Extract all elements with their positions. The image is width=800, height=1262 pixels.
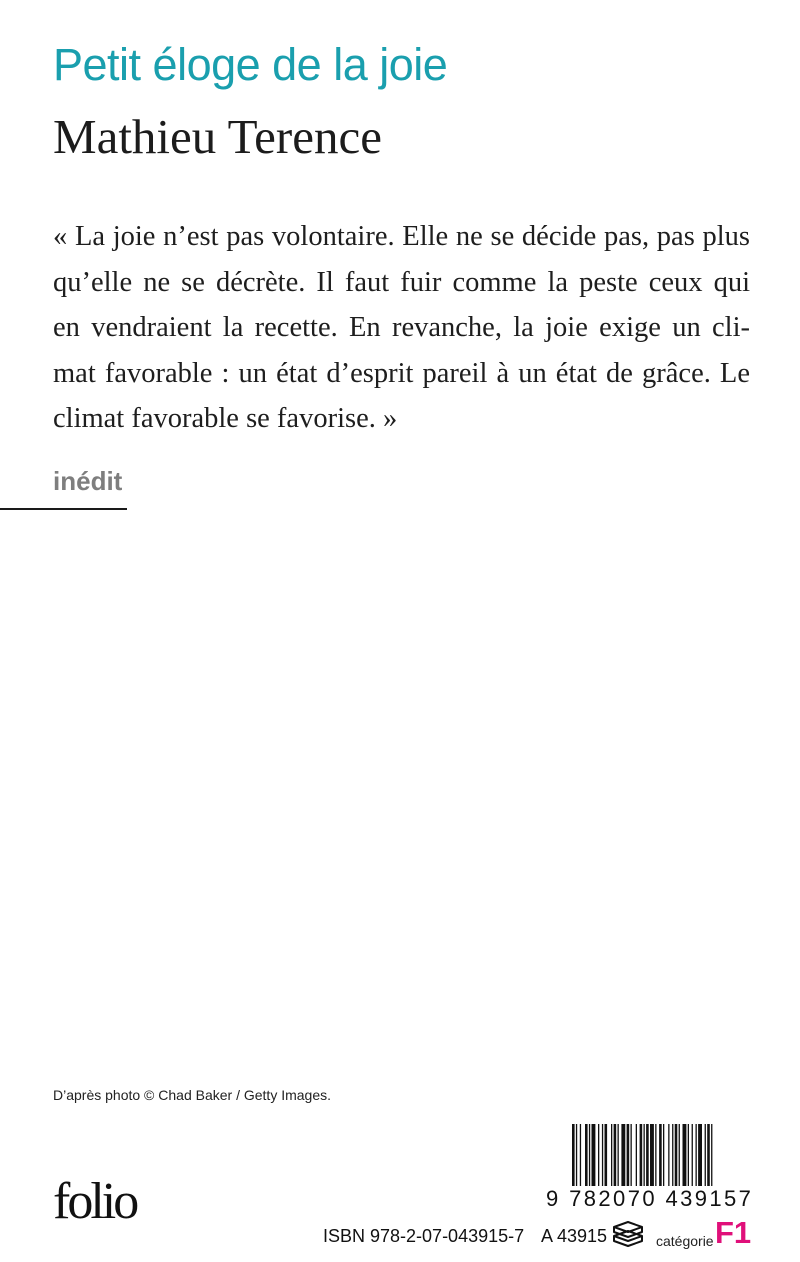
barcode-bar — [605, 1124, 608, 1186]
barcode-bar — [589, 1124, 590, 1186]
barcode-bar — [646, 1124, 649, 1186]
blurb-line: qu’elle ne se décrète. Il faut fuir comme la peste ceux qui — [53, 266, 750, 298]
book-title: Petit éloge de la joie — [53, 39, 448, 90]
barcode-bar — [614, 1124, 617, 1186]
barcode-bar — [696, 1124, 697, 1186]
barcode-bar — [598, 1124, 599, 1186]
back-cover-blurb — [53, 214, 750, 442]
author-name: Mathieu Terence — [53, 109, 382, 164]
photo-credit: D’après photo © Chad Baker / Getty Images. — [53, 1087, 332, 1103]
blurb-line: en vendraient la recette. En revanche, la joie exige un cli- — [53, 312, 750, 343]
barcode-bar — [592, 1124, 596, 1186]
barcode-bar — [705, 1124, 706, 1186]
barcode-bar — [663, 1124, 664, 1186]
barcode-bar — [679, 1124, 680, 1186]
barcode-bar — [668, 1124, 669, 1186]
barcode-bar — [675, 1124, 678, 1186]
barcode-bar — [692, 1124, 693, 1186]
barcode-bar — [672, 1124, 673, 1186]
books-stack-icon — [611, 1219, 645, 1249]
barcode-bar — [644, 1124, 645, 1186]
barcode-bar — [580, 1124, 581, 1186]
publisher-logo: folio — [53, 1173, 137, 1230]
barcode-bar — [711, 1124, 712, 1186]
barcode-bar — [602, 1124, 603, 1186]
barcode-bar — [636, 1124, 637, 1186]
blurb-line: « La joie n’est pas volontaire. Elle ne se décide pas, pas plus — [53, 221, 750, 252]
barcode-bar — [659, 1124, 662, 1186]
barcode-bar — [683, 1124, 687, 1186]
barcode-bar — [655, 1124, 656, 1186]
blurb-line: mat favorable : un état d’esprit pareil à un état de grâce. Le — [53, 357, 750, 389]
barcode-bar — [572, 1124, 575, 1186]
barcode-bar — [707, 1124, 710, 1186]
blurb-line: climat favorable se favorise. » — [53, 403, 398, 434]
barcode-bar — [576, 1124, 577, 1186]
barcode-bar — [618, 1124, 619, 1186]
barcode-bar — [621, 1124, 625, 1186]
barcode-bar — [585, 1124, 588, 1186]
category-label: catégorie — [656, 1233, 714, 1249]
barcode-bar — [650, 1124, 654, 1186]
barcode-graphic — [572, 1124, 748, 1186]
inedit-label: inédit — [53, 466, 123, 496]
barcode-bar — [631, 1124, 632, 1186]
barcode-digits: 9 782070 439157 — [546, 1186, 754, 1211]
barcode-bar — [640, 1124, 643, 1186]
catalog-code: A 43915 — [541, 1226, 608, 1246]
category-code: F1 — [715, 1215, 752, 1250]
barcode-bar — [688, 1124, 689, 1186]
barcode-bar — [611, 1124, 612, 1186]
barcode-bar — [698, 1124, 702, 1186]
barcode-bar — [627, 1124, 630, 1186]
isbn: ISBN 978-2-07-043915-7 — [323, 1226, 525, 1246]
divider-rule — [0, 508, 127, 510]
